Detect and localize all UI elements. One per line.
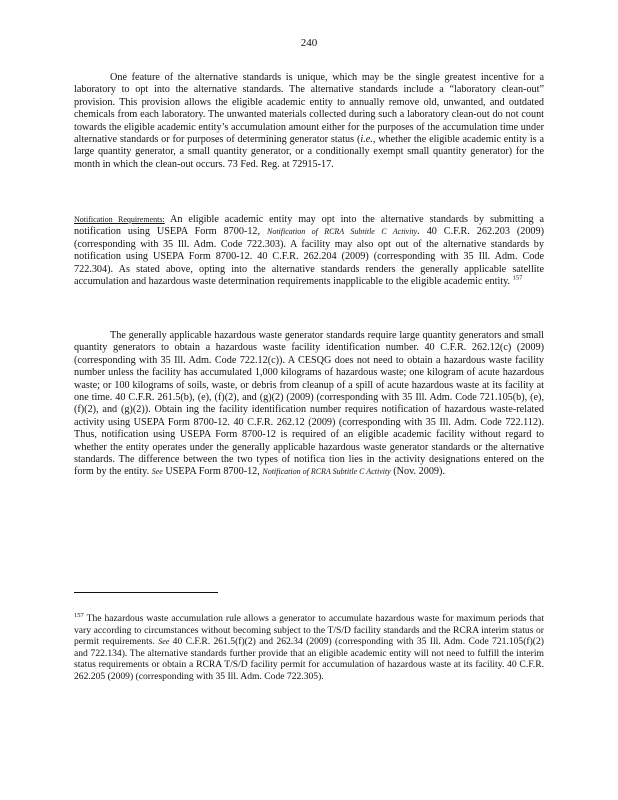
paragraph-laboratory-clean-out (74, 72, 544, 171)
footnote-reference[interactable]: 157 (512, 274, 523, 282)
p3-text-a: The generally applicable hazardous waste generator standards require large quantity generators and small quantity generators to obtain a hazardous waste facility identification number. 40 C.F.R. 262.12(c) (2009) (corresponding with 35 Ill. Adm. Code 722.12(c)). A CESQG does not need to obtain a hazardous waste facility number unless the facility has accumulated 1,000 kilograms of hazardous waste; one kilogram of acute hazardous waste; or 100 kilograms of soils, waste, or debris from cleanup of a spill of acute hazardous waste at its facility at one time. 40 C.F.R. 261.5(b), (e), (f)(2), and (g)(2) (2009) (corresponding with 35 Ill. Adm. Code 721.105(b), (e), (f)(2), and (g)(2)). Obtain ing the facility identification number requires notification of hazardous waste-related activity using USEPA Form 8700-12. 40 C.F.R. 262.12 (2009) (corresponding with 35 Ill. Adm. Code 722.112). Thus, notification using USEPA Form 8700-12 is required of an eligible academic facility without regard to whether the entity operates under the generally applicable hazardous waste generator standards or the alternative standards. The difference between the two types of notifica tion lies in the activity designations entered on the form by the entity. (74, 330, 544, 478)
p3-see: See (151, 467, 163, 477)
notification-requirements-heading: Notification Requirements: (74, 215, 165, 224)
p3-text-b: USEPA Form 8700-12, (162, 466, 263, 478)
p3-text-c: (Nov. 2009). (390, 466, 445, 478)
p2-form-name: Notification of RCRA Subtitle C Activity (267, 227, 418, 237)
p1-ie: i.e. (360, 134, 373, 146)
footnote-text-a: The hazardous waste accumulation rule allows a generator to accumulate hazardous waste for maximum periods that vary according to circumstances without becoming subject to the T/S/D facility standards and the RCRA interim status or permit requirements. (74, 613, 544, 648)
footnote-157 (74, 613, 544, 683)
footnote-number: 157 (74, 611, 84, 619)
footnote-separator (74, 592, 218, 593)
p2-text-b: . 40 C.F.R. 262.203 (2009) (corresponding with 35 Ill. Adm. Code 722.303). A facility may also opt out of the alternative standards by notification using USEPA Form 8700-12. 40 C.F.R. 262.204 (2009) (corresponding with 35 Ill. Adm. Code 722.304). As stated above, opting into the alternative standards renders the generally applicable satellite accumulation and hazardous waste determination requirements inapplicable to the eligible academic entity. (74, 226, 545, 288)
footnote-text-b: 40 C.F.R. 261.5(f)(2) and 262.34 (2009) (corresponding with 35 Ill. Adm. Code 721.105(f)(2) and 722.134). The alternative standards further provide that an eligible academic entity will not need to fulfill the interim status requirements or obtain a RCRA T/S/D facility permit for accumulation of hazardous waste at its facility. 40 C.F.R. 262.205 (2009) (corresponding with 35 Ill. Adm. Code 722.305). (74, 636, 544, 682)
p3-form-name: Notification of RCRA Subtitle C Activity (262, 467, 391, 477)
p2-text-a: An eligible academic entity may opt into the alternative standards by submitting a notification using USEPA Form 8700-12, (74, 214, 545, 238)
paragraph-notification-requirements (74, 214, 544, 288)
page-number: 240 (300, 37, 318, 49)
footnote-see: See (158, 637, 170, 647)
p1-text: One feature of the alternative standards is unique, which may be the single greatest incentive for a laboratory to opt into the alternative standards. The alternative standards include a “laboratory clean-out” provision. This provision allows the eligible academic entity to annually remove old, unwanted, and outdated chemicals from each laboratory. The unwanted materials collected during such a laboratory clean-out do not count towards the eligible academic entity’s accumulation amount either for the purposes of the accumulation time under alternative standards or for purposes of determining generator status ( (74, 72, 544, 146)
p1-text-end: , whether the eligible academic entity is a large quantity generator, a small quantity generator, or a conditionally exempt small quantity generator) for the month in which the clean-out occurs. 73 Fed. Reg. at 72915-17. (74, 134, 544, 170)
paragraph-generator-standards (74, 330, 544, 479)
